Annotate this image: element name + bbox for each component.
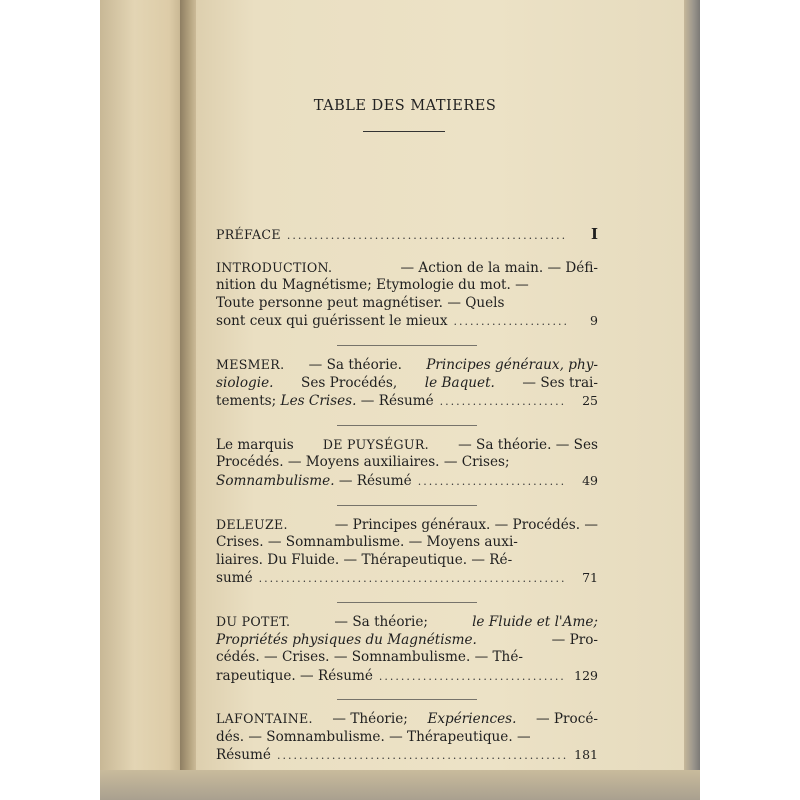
page-number: 49 (582, 472, 598, 488)
toc-text: DE PUYSÉGUR. (322, 436, 429, 452)
toc-text: Ses Procédés, (296, 374, 402, 391)
toc-entry (216, 259, 598, 331)
page-number: 25 (582, 393, 598, 409)
toc-text: le Fluide et l'Ame; (472, 613, 598, 630)
toc-text: Toute personne peut magnétiser. — Quels (216, 294, 505, 311)
toc-entry-line (216, 226, 598, 245)
toc-entry-line (216, 356, 598, 375)
toc-text: PRÉFACE (216, 227, 281, 242)
dot-leader (287, 227, 566, 245)
toc-text: Crises. — Somnambulisme. — Moyens auxi- (216, 534, 518, 551)
toc-text: — Théorie; (328, 711, 413, 728)
page-number: 9 (590, 313, 598, 329)
toc-entry-line (216, 613, 598, 632)
toc-text: — Sa théorie. (304, 356, 407, 373)
dot-leader (379, 668, 566, 686)
toc-text: siologie. (216, 374, 274, 391)
toc-entry-line (216, 569, 598, 588)
dot-leader (454, 313, 566, 331)
toc-entry-line (216, 667, 598, 686)
toc-entry-line (216, 259, 598, 278)
toc-text: — Résumé (334, 472, 412, 489)
toc-text: Résumé (216, 747, 271, 764)
toc-text: sumé (216, 570, 253, 587)
dot-leader (418, 473, 566, 491)
toc-text: Procédés. — Moyens auxiliaires. — Crises; (216, 454, 510, 471)
left-page (100, 0, 186, 800)
toc-text: — Sa théorie. — Ses (453, 436, 598, 453)
page-title: TABLE DES MATIERES (313, 98, 497, 114)
page-number: 129 (574, 667, 598, 683)
toc-entry-line (216, 632, 598, 650)
toc-text: tements; (216, 393, 281, 410)
toc-text: — Procé- (531, 711, 598, 728)
toc-text: LAFONTAINE. (216, 711, 313, 727)
toc-entry-line (216, 277, 598, 295)
toc-entry-line (216, 436, 598, 455)
toc-entry (216, 226, 598, 245)
toc-text: liaires. Du Fluide. — Thérapeutique. — Ré- (216, 551, 513, 568)
toc-entry (216, 356, 598, 411)
toc-entry-line (216, 710, 598, 729)
toc-text: — Action de la main. — Défi- (396, 259, 598, 276)
toc-text: nition du Magnétisme; Etymologie du mot. — (216, 277, 529, 294)
toc-text: Somnambulisme. (216, 472, 335, 489)
toc-text: DELEUZE. (216, 516, 288, 532)
entry-divider (337, 505, 477, 506)
toc-entry (216, 710, 598, 765)
toc-entry-line (216, 312, 598, 331)
toc-text: — Principes généraux. — Procédés. — (330, 516, 598, 533)
toc-text: cédés. — Crises. — Somnambulisme. — Thé- (216, 649, 523, 666)
book-cover-edge (684, 0, 700, 800)
title-divider (363, 131, 445, 132)
toc-entry (216, 516, 598, 588)
dot-leader (277, 747, 566, 765)
toc-text: — Ses trai- (518, 374, 598, 391)
table-of-contents (216, 226, 598, 779)
entry-divider (337, 425, 477, 426)
toc-text: sont ceux qui guérissent le mieux (216, 313, 448, 330)
toc-text: le Baquet. (424, 374, 495, 391)
toc-entry-line (216, 516, 598, 535)
toc-text: Expériences. (427, 711, 517, 728)
entry-divider (337, 602, 477, 603)
toc-entry-line (216, 729, 598, 747)
toc-entry-line (216, 746, 598, 765)
toc-text: dés. — Somnambulisme. — Thérapeutique. — (216, 728, 531, 745)
toc-entry-line (216, 295, 598, 313)
toc-text: — Résumé (356, 393, 434, 410)
dot-leader (259, 570, 566, 588)
page-number: 71 (582, 570, 598, 586)
toc-text: rapeutique. — Résumé (216, 667, 373, 684)
toc-entry (216, 436, 598, 491)
toc-entry-line (216, 472, 598, 491)
toc-entry-line (216, 534, 598, 552)
entry-divider (337, 345, 477, 346)
page-number: I (590, 225, 598, 243)
toc-entry-line (216, 392, 598, 411)
toc-text: Les Crises. (280, 393, 357, 410)
toc-text: — Sa théorie; (330, 613, 433, 630)
toc-text: Principes généraux, phy- (426, 356, 598, 373)
toc-text: INTRODUCTION. (216, 259, 333, 275)
toc-text: Propriétés physiques du Magnétisme. (216, 631, 477, 648)
toc-text: — Pro- (547, 631, 598, 648)
toc-entry-line (216, 454, 598, 472)
toc-entry (216, 613, 598, 685)
toc-entry-line (216, 552, 598, 570)
toc-text: Le marquis (216, 436, 298, 453)
toc-entry-line (216, 375, 598, 393)
entry-divider (337, 699, 477, 700)
toc-text: MESMER. (216, 356, 285, 372)
page-number: 181 (574, 747, 598, 763)
dot-leader (440, 393, 566, 411)
toc-text: DU POTET. (216, 613, 291, 629)
toc-entry-line (216, 649, 598, 667)
